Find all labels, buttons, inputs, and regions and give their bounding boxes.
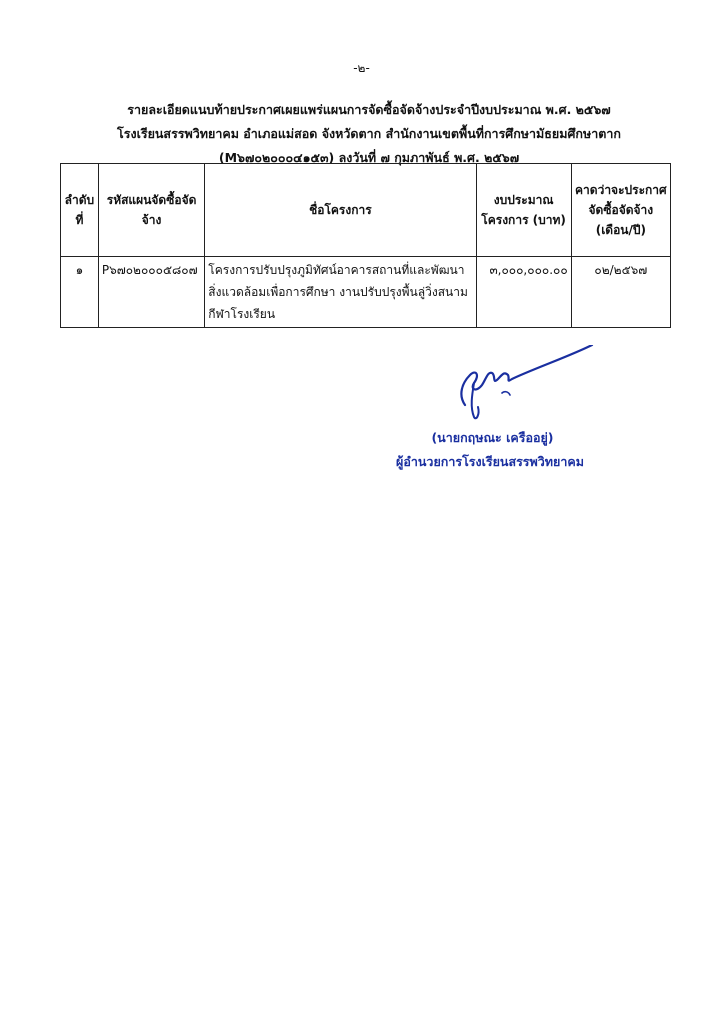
handwritten-signature	[440, 345, 610, 425]
cell-code: P๖๗๐๒๐๐๐๕๘๐๗	[98, 257, 204, 328]
signer-name: (นายกฤษณะ เครืออยู่)	[431, 430, 554, 445]
table-header-row	[61, 164, 671, 257]
header-budget: งบประมาณโครงการ (บาท)	[476, 164, 571, 257]
cell-budget: ๓,๐๐๐,๐๐๐.๐๐	[476, 257, 571, 328]
signer-title: ผู้อำนวยการโรงเรียนสรรพวิทยาคม	[396, 454, 584, 469]
header-code: รหัสแผนจัดซื้อจัดจ้าง	[98, 164, 204, 257]
document-heading	[60, 98, 678, 170]
header-name: ชื่อโครงการ	[205, 164, 476, 257]
cell-date: ๐๒/๒๕๖๗	[571, 257, 670, 328]
cell-name: โครงการปรับปรุงภูมิทัศน์อาคารสถานที่และพัฒนาสิ่งแวดล้อมเพื่อการศึกษา งานปรับปรุงพื้นลู่วิ่งสนามกีฬาโรงเรียน	[205, 257, 476, 328]
cell-no: ๑	[61, 257, 99, 328]
header-no: ลำดับที่	[61, 164, 99, 257]
header-date: คาดว่าจะประกาศ จัดซื้อจัดจ้าง (เดือน/ปี)	[571, 164, 670, 257]
table-row	[61, 257, 671, 328]
heading-line-1: รายละเอียดแนบท้ายประกาศเผยแพร่แผนการจัดซื้อจัดจ้างประจำปีงบประมาณ พ.ศ. ๒๕๖๗	[127, 102, 611, 117]
procurement-plan-table	[60, 163, 671, 328]
heading-line-3: (M๖๗๐๒๐๐๐๔๑๕๓) ลงวันที่ ๗ กุมภาพันธ์ พ.ศ. ๒๕๖๗	[218, 150, 520, 165]
page-number: -๒-	[353, 61, 370, 75]
heading-line-2: โรงเรียนสรรพวิทยาคม อำเภอแม่สอด จังหวัดตาก สำนักงานเขตพื้นที่การศึกษามัธยมศึกษาตาก	[117, 126, 621, 141]
